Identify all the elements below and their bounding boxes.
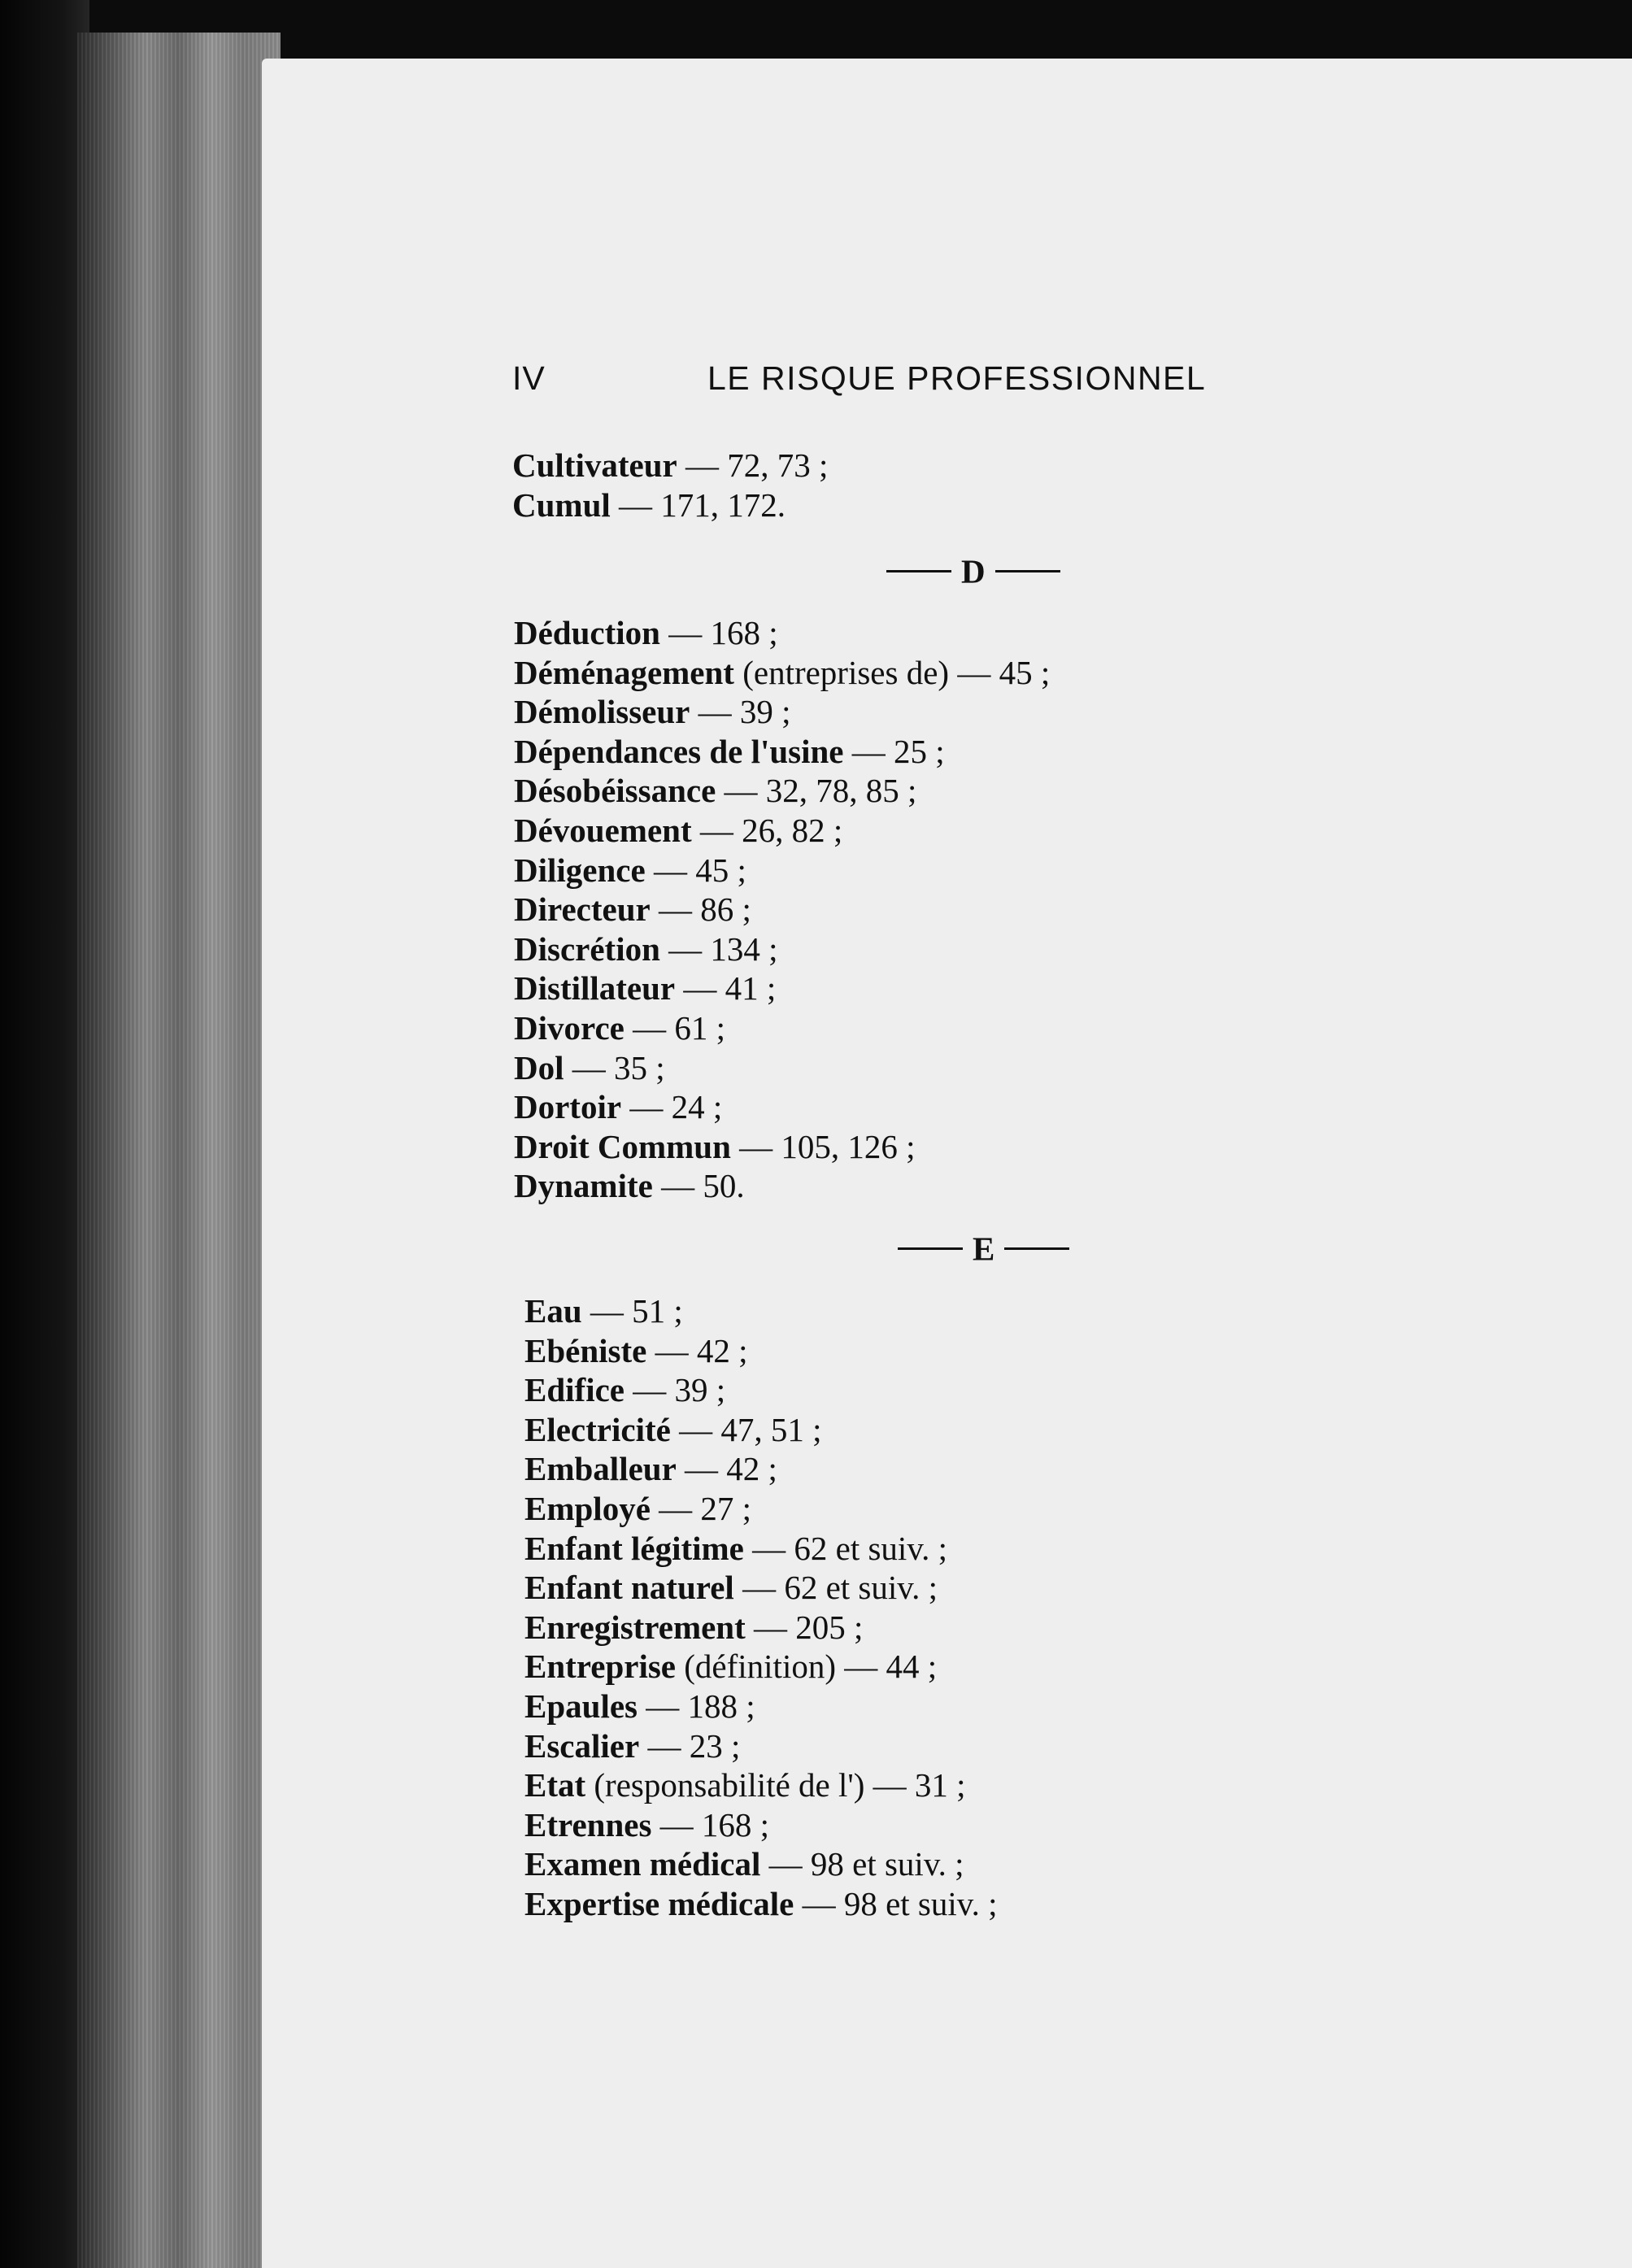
section-heading-e <box>888 1225 1079 1269</box>
index-entry: Dol — 35 ; <box>514 1048 665 1086</box>
index-entry: Désobéissance — 32, 78, 85 ; <box>514 772 917 810</box>
index-entry: Dépendances de l'usine — 25 ; <box>514 732 945 770</box>
index-entry: Dynamite — 50. <box>514 1167 745 1205</box>
index-entry: Distillateur — 41 ; <box>514 969 777 1008</box>
index-entry: Entreprise (définition) — 44 ; <box>524 1648 938 1686</box>
index-entry: Examen médical — 98 et suiv. ; <box>524 1845 964 1883</box>
book-spine <box>77 33 281 2268</box>
index-entry: Ebéniste — 42 ; <box>524 1331 748 1369</box>
index-entry: Diligence — 45 ; <box>514 851 746 889</box>
index-entry: Expertise médicale — 98 et suiv. ; <box>524 1884 998 1922</box>
page-header <box>512 359 1244 408</box>
index-entry: Déduction — 168 ; <box>514 614 778 651</box>
index-entry: Cumul — 171, 172. <box>512 485 786 524</box>
index-entry: Cultivateur — 72, 73 ; <box>512 446 829 484</box>
index-entry: Enfant légitime — 62 et suiv. ; <box>524 1529 948 1567</box>
index-entry: Dortoir — 24 ; <box>514 1088 723 1126</box>
index-entry: Edifice — 39 ; <box>524 1371 726 1409</box>
index-entry: Directeur — 86 ; <box>514 890 751 929</box>
index-entry: Enfant naturel — 62 et suiv. ; <box>524 1569 938 1607</box>
section-heading-d <box>877 548 1070 591</box>
page-number: IV <box>512 359 546 397</box>
index-entry: Electricité — 47, 51 ; <box>524 1410 822 1448</box>
index-entry: Etrennes — 168 ; <box>524 1805 770 1844</box>
index-entry: Déménagement (entreprises de) — 45 ; <box>514 653 1051 691</box>
index-entry: Epaules — 188 ; <box>524 1687 755 1725</box>
index-entry: Eau — 51 ; <box>524 1292 683 1330</box>
index-group-d <box>514 613 1490 1206</box>
running-title: LE RISQUE PROFESSIONNEL <box>707 359 1207 397</box>
index-entry: Discrétion — 134 ; <box>514 929 778 968</box>
index-entry: Enregistrement — 205 ; <box>524 1608 864 1646</box>
index-entry: Droit Commun — 105, 126 ; <box>514 1127 916 1165</box>
index-entry: Dévouement — 26, 82 ; <box>514 811 843 849</box>
index-group-e <box>524 1291 1500 1924</box>
heading-rule-right <box>995 570 1060 572</box>
book-edge-shadow <box>0 0 89 2268</box>
section-letter: E <box>973 1230 995 1268</box>
heading-rule-left <box>898 1247 963 1250</box>
heading-rule-right <box>1004 1247 1069 1250</box>
index-entry: Escalier — 23 ; <box>524 1726 741 1765</box>
index-group-c <box>512 446 1488 525</box>
index-entry: Démolisseur — 39 ; <box>514 693 791 731</box>
section-letter: D <box>961 552 986 590</box>
index-entry: Divorce — 61 ; <box>514 1008 726 1047</box>
index-entry: Employé — 27 ; <box>524 1489 752 1527</box>
heading-rule-left <box>886 570 951 572</box>
index-entry: Etat (responsabilité de l') — 31 ; <box>524 1766 966 1804</box>
index-entry: Emballeur — 42 ; <box>524 1450 777 1488</box>
